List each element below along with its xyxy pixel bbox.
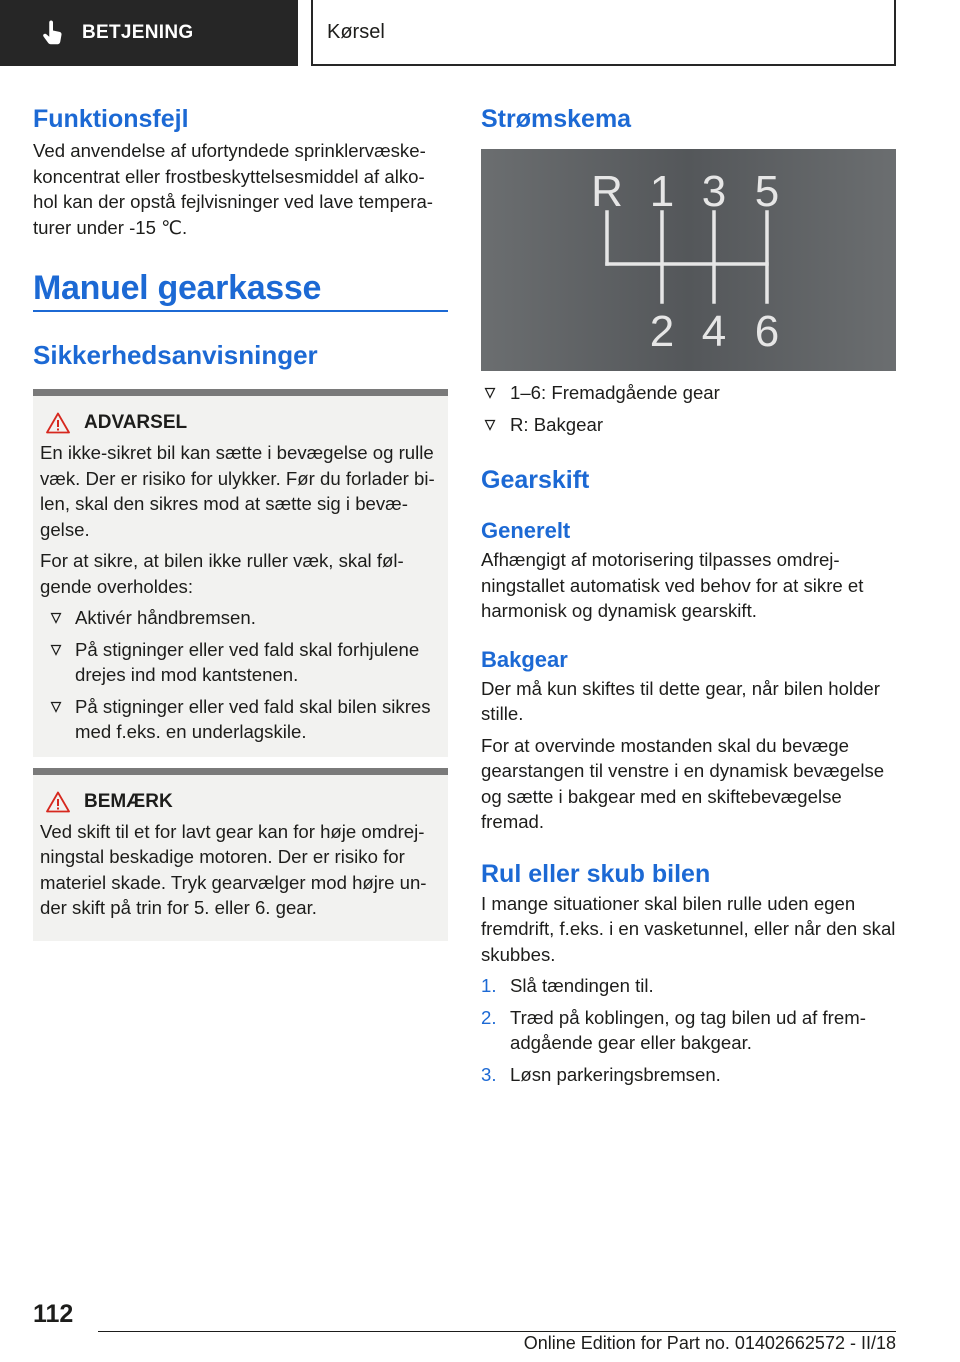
step-number: 2. (481, 1006, 497, 1028)
safety-heading: Sikkerhedsanvisninger (33, 340, 318, 370)
gear-label-6: 6 (754, 307, 780, 356)
list-item: 2. Træd på koblingen, og tag bilen ud af frem-adgående gear eller bakgear. (481, 1006, 866, 1053)
page-number: 112 (33, 1300, 74, 1328)
warning-title: ADVARSEL (84, 412, 188, 433)
list-item: På stigninger eller ved fald skal forhjulene drejes ind mod kantstenen. (40, 637, 441, 688)
hand-pointer-icon (38, 18, 68, 48)
gear-label-1: 1 (649, 167, 675, 216)
roll-text: I mange situationer skal bilen rulle uden egen fremdrift, f.eks. i en vasketunnel, eller når den skal skubbes. (481, 892, 896, 965)
malfunction-heading: Funktionsfejl (33, 105, 189, 133)
notice-box (33, 768, 448, 941)
diagram-heading: Strømskema (481, 105, 632, 133)
roll-steps (481, 973, 896, 1087)
step-number: 1. (481, 975, 497, 996)
warning-text: En ikke-sikret bil kan sætte i bevægelse og rulle væk. Der er risiko for ulykker. Før du forlader bi-len, skal den sikres mod at sætte sig i bevæ-gelse. (40, 442, 435, 540)
gear-label-3: 3 (701, 167, 727, 216)
list-item: 3. Løsn parkeringsbremsen. (481, 1062, 896, 1088)
notice-title-row (40, 791, 441, 813)
triangle-bullet-icon (484, 387, 496, 399)
reverse-text: Der må kun skiftes til dette gear, når bilen holder stille. (481, 677, 880, 724)
section-tab[interactable] (0, 0, 298, 66)
triangle-bullet-icon (484, 419, 496, 431)
roll-heading: Rul eller skub bilen (481, 859, 711, 888)
malfunction-text: Ved anvendelse af ufortyndede sprinklervæske-koncentrat eller frostbeskyttelsesmiddel af alko-hol kan der opstå fejlvisninger ved lave tempera-turer under -15 ℃. (33, 140, 433, 238)
list-item: R: Bakgear (481, 412, 896, 438)
triangle-bullet-icon (50, 644, 62, 656)
gear-label-r: R (591, 167, 623, 216)
gear-label-2: 2 (649, 307, 675, 356)
warning-box (33, 389, 448, 757)
shift-pattern-graphic (481, 149, 896, 371)
list-item: Aktivér håndbremsen. (40, 605, 441, 631)
warning-triangle-icon (46, 791, 70, 813)
notice-title: BEMÆRK (84, 790, 173, 812)
step-number: 3. (481, 1063, 497, 1085)
triangle-bullet-icon (50, 701, 62, 713)
chapter-tab[interactable] (311, 0, 896, 66)
right-column (481, 100, 896, 1087)
reverse-instructions: For at overvinde mostanden skal du bevæge gearstangen til venstre i en dynamisk bevægelse og sætte i bakgear med en skiftebevægelse fremad. (481, 734, 885, 832)
edition-text[interactable]: Online Edition for Part no. 01402662572 - II/18 (523, 1333, 896, 1353)
triangle-bullet-icon (50, 612, 62, 624)
gear-legend (481, 380, 896, 437)
main-title: Manuel gearkasse (33, 269, 322, 307)
notice-text: Ved skift til et for lavt gear kan for høje omdrej-ningstal beskadige motoren. Der er risiko for materiel skade. Tryk gearvælger mod højre un-der skift på trin for 5. eller 6. gear. (40, 820, 427, 918)
title-underline (33, 310, 448, 312)
reverse-heading: Bakgear (481, 646, 568, 672)
list-item: På stigninger eller ved fald skal bilen sikres med f.eks. en underlagskile. (40, 694, 441, 745)
footer-divider (98, 1331, 896, 1332)
section-label: BETJENING (82, 22, 194, 43)
warning-triangle-icon (46, 412, 70, 434)
warning-instructions: For at sikre, at bilen ikke ruller væk, skal føl-gende overholdes: (40, 550, 404, 597)
list-item: 1. Slå tændingen til. (481, 973, 896, 999)
gear-shift-diagram (481, 149, 896, 371)
gear-label-5: 5 (754, 167, 780, 216)
general-heading: Generelt (481, 518, 571, 543)
general-text: Afhængigt af motorisering tilpasses omdrej-ningstallet automatisk ved behov for at sikre et harmonisk og dynamisk gearskift. (481, 549, 864, 621)
page-header (0, 0, 960, 66)
gearshift-heading: Gearskift (481, 466, 590, 494)
warning-title-row (40, 412, 441, 434)
gear-label-4: 4 (701, 307, 727, 356)
chapter-label: Kørsel (327, 20, 385, 43)
warning-list (40, 605, 441, 745)
list-item: 1–6: Fremadgående gear (481, 380, 896, 406)
left-column (33, 100, 448, 941)
